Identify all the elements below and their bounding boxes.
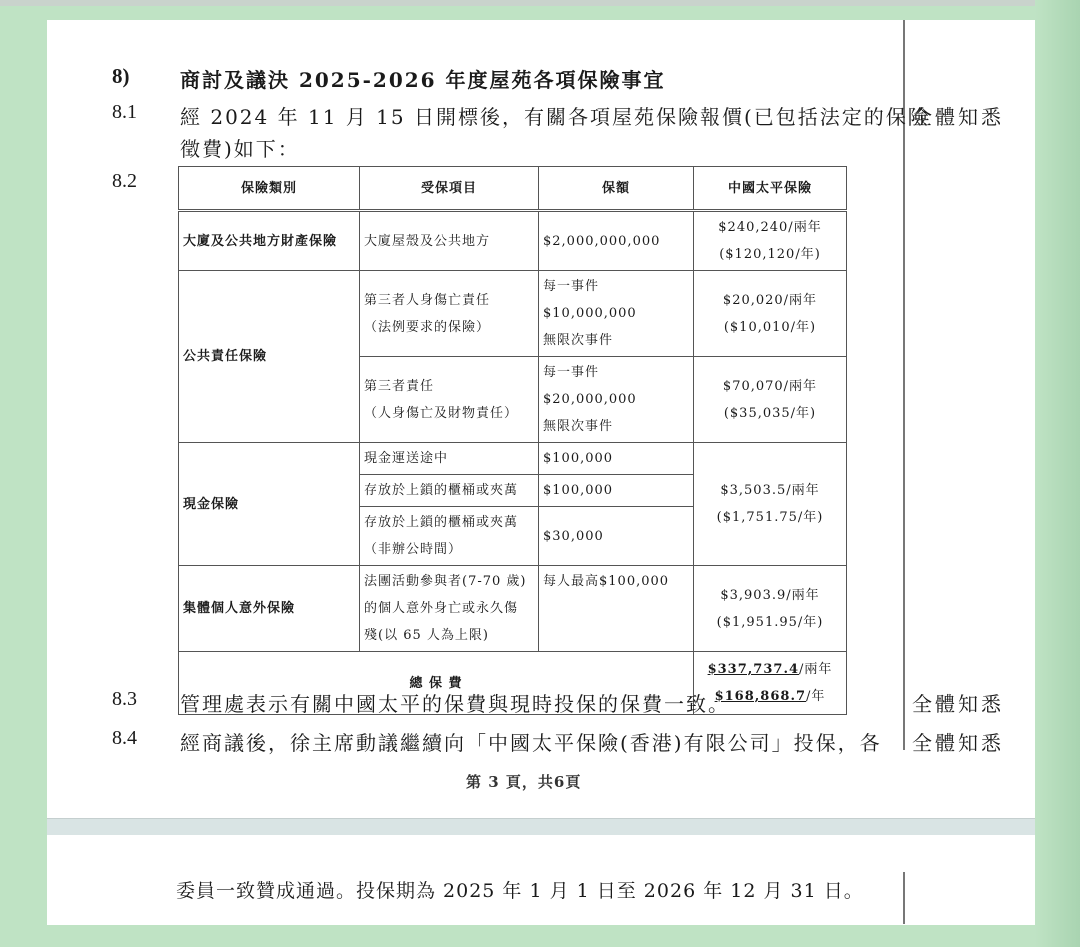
cell-category: 現金保險 bbox=[179, 443, 360, 566]
cell-item bbox=[360, 507, 539, 566]
insurance-quote-table bbox=[178, 166, 847, 715]
total-two-year-amount: $337,737.4 bbox=[707, 662, 800, 677]
page-break bbox=[47, 818, 1035, 836]
item-8-1-line-1: 經 2024 年 11 月 15 日開標後，有關各項屋苑保險報價(已包括法定的保險 bbox=[180, 105, 930, 129]
item-8-1-note: 全體知悉 bbox=[912, 105, 1004, 129]
item-number-8-4: 8.4 bbox=[112, 727, 137, 749]
cell-amount: $30,000 bbox=[539, 507, 694, 566]
page2-resolution-text: 委員一致贊成通過。投保期為 2025 年 1 月 1 日至 2026 年 12 月 31 日。 bbox=[176, 880, 864, 902]
cell-premium bbox=[694, 211, 847, 271]
premium-two-year: $20,020/兩年 bbox=[722, 292, 818, 308]
item-line: （法例要求的保險） bbox=[364, 319, 491, 335]
cell-item bbox=[360, 357, 539, 443]
total-two-year-unit: /兩年 bbox=[799, 662, 833, 677]
column-divider bbox=[903, 872, 905, 924]
cell-item: 現金運送途中 bbox=[360, 443, 539, 475]
cell-amount: $100,000 bbox=[539, 475, 694, 507]
cell-amount: $100,000 bbox=[539, 443, 694, 475]
cell-item bbox=[360, 566, 539, 652]
amount-line: 每一事件$20,000,000 bbox=[543, 365, 637, 407]
cell-category: 集體個人意外保險 bbox=[179, 566, 360, 652]
item-line: 第三者責任 bbox=[364, 378, 435, 394]
cell-amount: 每人最高$100,000 bbox=[539, 566, 694, 652]
premium-year: ($1,951.95/年) bbox=[716, 614, 824, 630]
item-line: 的個人意外身亡或永久傷 bbox=[364, 601, 519, 616]
cell-category: 大廈及公共地方財產保險 bbox=[179, 211, 360, 271]
section-title: 商討及議決 2025-2026 年度屋苑各項保險事宜 bbox=[180, 68, 666, 92]
cell-amount bbox=[539, 271, 694, 357]
amount-line: 每一事件$10,000,000 bbox=[543, 279, 637, 321]
background-shade bbox=[1035, 0, 1080, 947]
cell-premium bbox=[694, 443, 847, 566]
item-line: 殘(以 65 人為上限) bbox=[364, 628, 489, 643]
premium-year: ($120,120/年) bbox=[719, 247, 821, 262]
premium-year: ($10,010/年) bbox=[723, 319, 817, 335]
cell-item bbox=[360, 271, 539, 357]
premium-two-year: $240,240/兩年 bbox=[718, 220, 822, 235]
cell-item: 存放於上鎖的櫃桶或夾萬 bbox=[360, 475, 539, 507]
premium-year: ($1,751.75/年) bbox=[716, 510, 824, 525]
item-8-3-line-1: 管理處表示有關中國太平的保費與現時投保的保費一致。 bbox=[180, 692, 730, 716]
item-number-8-1: 8.1 bbox=[112, 101, 137, 123]
total-year-amount: $168,868.7 bbox=[714, 689, 807, 704]
page-number-footer: 第 3 頁，共6頁 bbox=[466, 773, 582, 791]
item-8-4-line-1: 經商議後，徐主席動議繼續向「中國太平保險(香港)有限公司」投保，各 bbox=[180, 731, 882, 755]
total-two-year bbox=[698, 656, 842, 683]
item-number-8-3: 8.3 bbox=[112, 688, 137, 710]
cell-premium bbox=[694, 357, 847, 443]
premium-two-year: $70,070/兩年 bbox=[722, 378, 818, 394]
table-row bbox=[179, 211, 847, 271]
item-line: 第三者人身傷亡責任 bbox=[364, 292, 491, 308]
item-line: 法團活動參與者(7-70 歲) bbox=[364, 574, 527, 589]
premium-year: ($35,035/年) bbox=[723, 405, 817, 421]
cell-amount: $2,000,000,000 bbox=[539, 211, 694, 271]
table-row bbox=[179, 271, 847, 357]
premium-two-year: $3,903.9/兩年 bbox=[720, 587, 820, 603]
total-label: 總 保 費 bbox=[179, 652, 694, 715]
item-8-1-line-2: 徵費)如下： bbox=[180, 137, 300, 161]
item-line: （人身傷亡及財物責任） bbox=[364, 405, 519, 421]
item-line: （非辦公時間） bbox=[364, 542, 463, 557]
header-insurer: 中國太平保險 bbox=[694, 167, 847, 211]
premium-two-year: $3,503.5/兩年 bbox=[720, 483, 820, 498]
cell-category: 公共責任保險 bbox=[179, 271, 360, 443]
section-number: 8) bbox=[112, 64, 130, 88]
amount-line: 無限次事件 bbox=[543, 419, 614, 434]
cell-premium bbox=[694, 271, 847, 357]
item-8-3-note: 全體知悉 bbox=[912, 692, 1004, 716]
header-insured-item: 受保項目 bbox=[360, 167, 539, 211]
table-row bbox=[179, 443, 847, 475]
item-line: 存放於上鎖的櫃桶或夾萬 bbox=[364, 515, 519, 530]
header-sum-insured: 保額 bbox=[539, 167, 694, 211]
table-row bbox=[179, 566, 847, 652]
cell-amount bbox=[539, 357, 694, 443]
header-category: 保險類別 bbox=[179, 167, 360, 211]
item-number-8-2: 8.2 bbox=[112, 170, 137, 192]
window-top-strip bbox=[0, 0, 1080, 6]
table-header-row bbox=[179, 167, 847, 211]
cell-premium bbox=[694, 566, 847, 652]
cell-item: 大廈屋殼及公共地方 bbox=[360, 211, 539, 271]
amount-line: 無限次事件 bbox=[543, 333, 614, 348]
total-year-unit: /年 bbox=[806, 689, 826, 704]
item-8-4-note: 全體知悉 bbox=[912, 731, 1004, 755]
